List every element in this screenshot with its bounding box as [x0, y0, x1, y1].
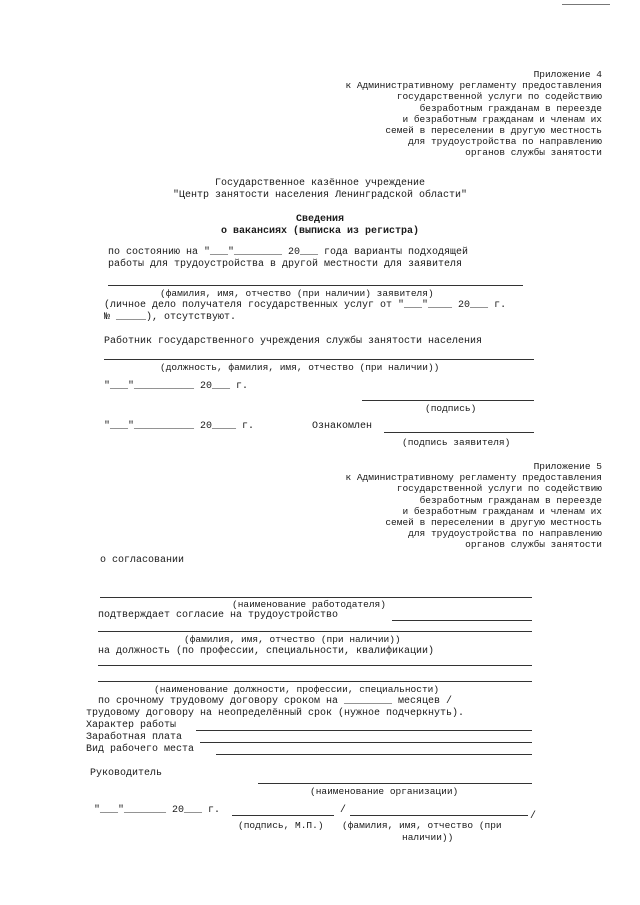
- head-label: Руководитель: [90, 768, 163, 779]
- organization-line: [258, 783, 532, 784]
- slash-separator-2: /: [530, 811, 537, 822]
- position-line-2: [98, 681, 532, 682]
- appendix-5-line: государственной услуги по содействию: [396, 483, 602, 495]
- employee-line: [104, 359, 534, 360]
- appendix-5-header: [302, 461, 602, 551]
- appendix-4-line: государственной услуги по содействию: [396, 91, 602, 103]
- employee-name-line-2: [98, 631, 532, 632]
- appendix-4-line: к Административному регламенту предоставления: [345, 80, 602, 92]
- form-subtitle: о вакансиях (выписка из регистра): [220, 226, 420, 237]
- salary-label: Заработная плата: [86, 732, 183, 743]
- date-field-1: "___"__________ 20___ г.: [104, 381, 249, 392]
- appendix-4-line: органов службы занятости: [465, 147, 602, 159]
- employer-line: [100, 597, 532, 598]
- indefinite-term-row: трудовому договору на неопределённый срок (нужное подчеркнуть).: [86, 708, 465, 719]
- consent-date-field: "___"_______ 20___ г.: [94, 805, 221, 816]
- acquainted-label: Ознакомлен: [312, 421, 373, 432]
- caption-sign-stamp: (подпись, М.П.): [238, 820, 324, 831]
- caption-fio: (фамилия, имя, отчество (при наличии)): [184, 634, 401, 645]
- appendix-5-line: органов службы занятости: [465, 539, 602, 551]
- status-date-row: по состоянию на "___"________ 20___ года варианты подходящей: [108, 247, 469, 258]
- caption-fio-line2: наличии)): [402, 832, 454, 843]
- slash-separator: /: [340, 805, 347, 816]
- caption-position-fio: (должность, фамилия, имя, отчество (при наличии)): [160, 362, 440, 373]
- appendix-4-line: и безработным гражданам и членам их: [402, 113, 602, 125]
- caption-position-name: (наименование должности, профессии, специальности): [154, 684, 440, 695]
- personal-file-row: (личное дело получателя государственных услуг от "___"____ 20___ г.: [104, 300, 507, 311]
- workplace-label: Вид рабочего места: [86, 744, 195, 755]
- confirms-consent-row: подтверждает согласие на трудоустройство: [98, 610, 339, 621]
- employee-label: Работник государственного учреждения службы занятости населения: [104, 336, 483, 347]
- salary-line: [200, 742, 532, 743]
- position-row: на должность (по профессии, специальности, квалификации): [98, 646, 435, 657]
- applicant-signature-line: [384, 432, 534, 433]
- work-character-label: Характер работы: [86, 720, 177, 731]
- workplace-line: [216, 754, 532, 755]
- appendix-5-line: к Административному регламенту предоставления: [345, 472, 602, 484]
- work-character-line: [196, 730, 532, 731]
- form-title: Сведения: [295, 214, 344, 225]
- caption-organization-name: (наименование организации): [310, 786, 459, 797]
- appendix-5-line: и безработным гражданам и членам их: [402, 505, 602, 517]
- work-options-row: работы для трудоустройства в другой местности для заявителя: [108, 259, 463, 270]
- appendix-5-line: для трудоустройства по направлению: [408, 528, 602, 540]
- agency-name-line2: "Центр занятости населения Ленинградской области": [172, 190, 468, 201]
- caption-fio-line1: (фамилия, имя, отчество (при: [342, 820, 502, 831]
- appendix-4-line: семей в переселении в другую местность: [385, 125, 602, 137]
- personal-file-number-row: № _____), отсутствуют.: [104, 312, 237, 323]
- fio-signature-line: [350, 815, 528, 816]
- date-field-2: "___"__________ 20____ г.: [104, 421, 255, 432]
- appendix-4-line: Приложение 4: [533, 69, 602, 80]
- employee-name-line: [392, 620, 532, 621]
- applicant-fio-line: [108, 285, 523, 286]
- appendix-5-line: семей в переселении в другую местность: [385, 517, 602, 529]
- signature-line: [362, 400, 534, 401]
- sign-stamp-line: [232, 815, 334, 816]
- appendix-4-line: безработным гражданам в переезде: [419, 102, 602, 114]
- appendix-5-line: безработным гражданам в переезде: [419, 494, 602, 506]
- caption-applicant-signature: (подпись заявителя): [402, 437, 511, 448]
- appendix-5-line: Приложение 5: [533, 461, 602, 472]
- fixed-term-row: по срочному трудовому договору сроком на ________ месяцев /: [98, 696, 453, 707]
- agency-name-line1: Государственное казённое учреждение: [214, 178, 426, 189]
- appendix-4-header: [302, 69, 602, 159]
- consent-heading: о согласовании: [100, 555, 185, 566]
- corner-mark: [562, 4, 610, 5]
- caption-signature: (подпись): [425, 403, 477, 414]
- position-line-1: [98, 665, 532, 666]
- appendix-4-line: для трудоустройства по направлению: [408, 136, 602, 148]
- caption-employer: (наименование работодателя): [232, 599, 386, 610]
- caption-applicant-fio: (фамилия, имя, отчество (при наличии) заявителя): [160, 288, 434, 299]
